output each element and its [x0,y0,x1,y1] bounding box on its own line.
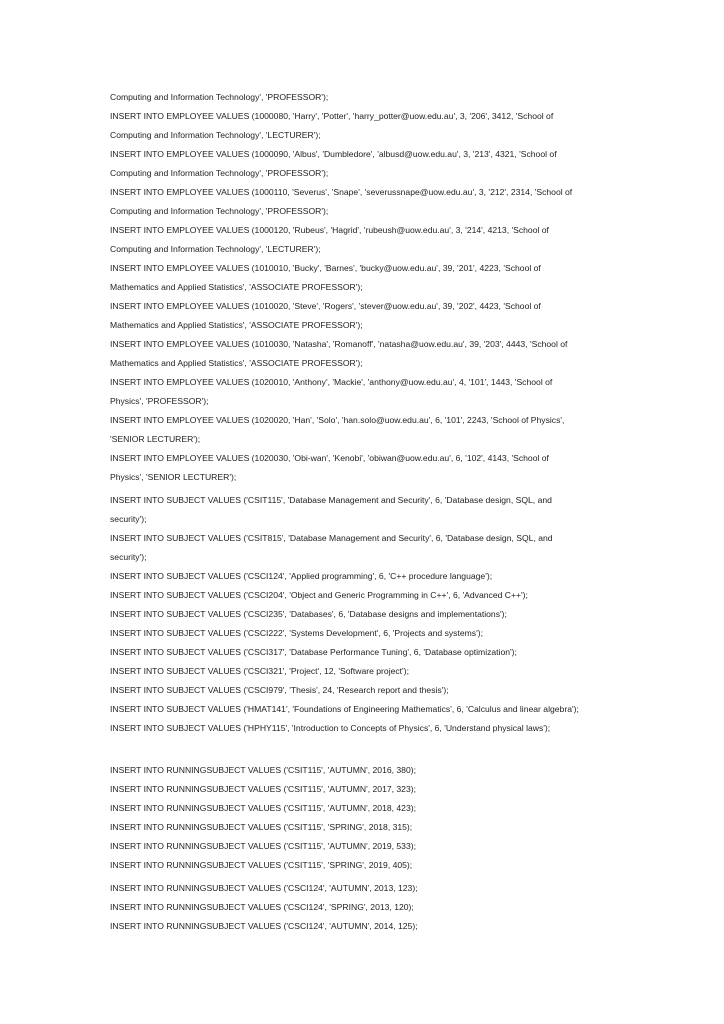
sql-line: INSERT INTO RUNNINGSUBJECT VALUES ('CSIT115', 'AUTUMN', 2017, 323); [110,784,416,794]
sql-line: Mathematics and Applied Statistics', 'ASSOCIATE PROFESSOR'); [110,320,363,330]
sql-line: INSERT INTO SUBJECT VALUES ('CSIT815', 'Database Management and Security', 6, 'Database design, SQL, and [110,533,553,543]
sql-line: INSERT INTO RUNNINGSUBJECT VALUES ('CSIT115', 'AUTUMN', 2018, 423); [110,803,416,813]
sql-line: Physics', 'SENIOR LECTURER'); [110,472,237,482]
sql-line: INSERT INTO RUNNINGSUBJECT VALUES ('CSIT115', 'AUTUMN', 2016, 380); [110,765,416,775]
sql-line: INSERT INTO EMPLOYEE VALUES (1000090, 'Albus', 'Dumbledore', 'albusd@uow.edu.au', 3, '213', 4321, 'School of [110,149,557,159]
sql-line: INSERT INTO RUNNINGSUBJECT VALUES ('CSIT115', 'SPRING', 2019, 405); [110,860,413,870]
sql-line [110,738,710,757]
sql-line: INSERT INTO EMPLOYEE VALUES (1010020, 'Steve', 'Rogers', 'stever@uow.edu.au', 39, '202', 4423, 'School of [110,301,541,311]
sql-line: Computing and Information Technology', 'PROFESSOR'); [110,206,329,216]
sql-line: security'); [110,514,147,524]
sql-line: INSERT INTO EMPLOYEE VALUES (1000110, 'Severus', 'Snape', 'severussnape@uow.edu.au', 3, '212', 2314, 'School of [110,187,573,197]
sql-line: INSERT INTO SUBJECT VALUES ('CSCI317', 'Database Performance Tuning', 6, 'Database optimization'); [110,647,517,657]
sql-line: INSERT INTO RUNNINGSUBJECT VALUES ('CSCI124', 'AUTUMN', 2013, 123); [110,883,418,893]
sql-line: INSERT INTO SUBJECT VALUES ('CSCI235', 'Databases', 6, 'Database designs and implementations'); [110,609,507,619]
running-subject-csci124-inserts [110,879,710,936]
sql-line: INSERT INTO SUBJECT VALUES ('CSIT115', 'Database Management and Security', 6, 'Database design, SQL, and [110,495,552,505]
sql-line: INSERT INTO EMPLOYEE VALUES (1000080, 'Harry', 'Potter', 'harry_potter@uow.edu.au', 3, '206', 3412, 'School of [110,111,554,121]
sql-line: INSERT INTO RUNNINGSUBJECT VALUES ('CSCI124', 'SPRING', 2013, 120); [110,902,414,912]
sql-line: Computing and Information Technology', 'PROFESSOR'); [110,168,329,178]
sql-line: 'SENIOR LECTURER'); [110,434,201,444]
sql-line: INSERT INTO EMPLOYEE VALUES (1020030, 'Obi-wan', 'Kenobi', 'obiwan@uow.edu.au', 6, '102', 4143, 'School of [110,453,549,463]
sql-line: INSERT INTO SUBJECT VALUES ('HMAT141', 'Foundations of Engineering Mathematics', 6, 'Calculus and linear algebra'); [110,704,579,714]
sql-line: INSERT INTO RUNNINGSUBJECT VALUES ('CSIT115', 'SPRING', 2018, 315); [110,822,413,832]
sql-line: INSERT INTO SUBJECT VALUES ('HPHY115', 'Introduction to Concepts of Physics', 6, 'Understand physical laws'); [110,723,551,733]
sql-line: Computing and Information Technology', 'LECTURER'); [110,130,321,140]
sql-line: Computing and Information Technology', 'PROFESSOR'); [110,92,329,102]
sql-line: INSERT INTO SUBJECT VALUES ('CSCI124', 'Applied programming', 6, 'C++ procedure language'); [110,571,493,581]
sql-line: Computing and Information Technology', 'LECTURER'); [110,244,321,254]
sql-line: INSERT INTO SUBJECT VALUES ('CSCI222', 'Systems Development', 6, 'Projects and systems'); [110,628,483,638]
sql-line: INSERT INTO SUBJECT VALUES ('CSCI979', 'Thesis', 24, 'Research report and thesis'); [110,685,449,695]
sql-script [110,88,710,936]
sql-line: INSERT INTO SUBJECT VALUES ('CSCI321', 'Project', 12, 'Software project'); [110,666,409,676]
sql-line: Physics', 'PROFESSOR'); [110,396,209,406]
employee-inserts [110,88,710,487]
sql-line: INSERT INTO RUNNINGSUBJECT VALUES ('CSIT115', 'AUTUMN', 2019, 533); [110,841,416,851]
sql-line: security'); [110,552,147,562]
sql-line: INSERT INTO EMPLOYEE VALUES (1010030, 'Natasha', 'Romanoff', 'natasha@uow.edu.au', 39, '203', 4443, 'School of [110,339,568,349]
sql-line: INSERT INTO EMPLOYEE VALUES (1020010, 'Anthony', 'Mackie', 'anthony@uow.edu.au', 4, '101', 1443, 'School of [110,377,553,387]
sql-line: INSERT INTO EMPLOYEE VALUES (1010010, 'Bucky', 'Barnes', 'bucky@uow.edu.au', 39, '201', 4223, 'School of [110,263,541,273]
sql-line: Mathematics and Applied Statistics', 'ASSOCIATE PROFESSOR'); [110,358,363,368]
sql-line: INSERT INTO SUBJECT VALUES ('CSCI204', 'Object and Generic Programming in C++', 6, 'Advanced C++'); [110,590,528,600]
sql-line: INSERT INTO EMPLOYEE VALUES (1000120, 'Rubeus', 'Hagrid', 'rubeush@uow.edu.au', 3, '214', 4213, 'School of [110,225,549,235]
sql-line: INSERT INTO EMPLOYEE VALUES (1020020, 'Han', 'Solo', 'han.solo@uow.edu.au', 6, '101', 2243, 'School of Physics', [110,415,565,425]
subject-inserts [110,491,710,757]
sql-line: Mathematics and Applied Statistics', 'ASSOCIATE PROFESSOR'); [110,282,363,292]
running-subject-csit115-inserts [110,761,710,875]
sql-line: INSERT INTO RUNNINGSUBJECT VALUES ('CSCI124', 'AUTUMN', 2014, 125); [110,921,418,931]
